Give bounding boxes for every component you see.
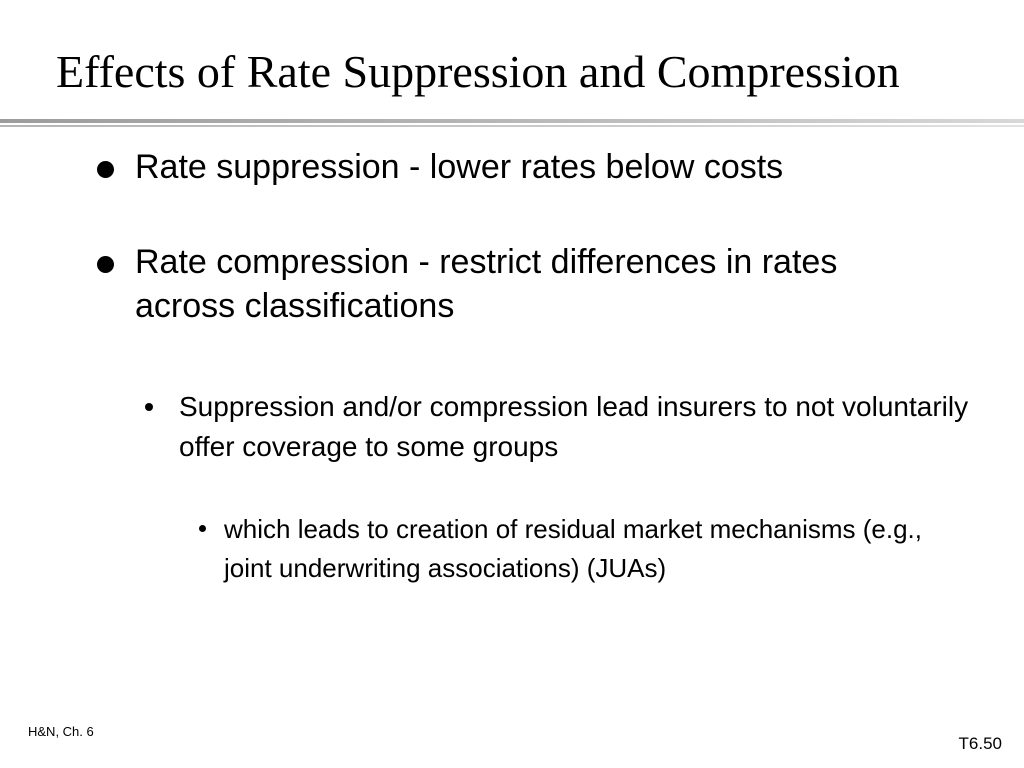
bullet-dot-icon <box>97 256 114 273</box>
bullet-text: Rate compression - restrict differences in rates across classifications <box>135 243 838 325</box>
bullet-dot-icon <box>97 161 114 178</box>
bullet-text: Suppression and/or compression lead insurers to not voluntarily offer coverage to some groups <box>179 391 969 462</box>
bullet-dot-icon <box>145 403 153 411</box>
bullet-text: which leads to creation of residual market mechanisms (e.g., joint underwriting associations) (JUAs) <box>224 514 922 583</box>
bullet-dot-icon <box>199 525 206 532</box>
slide-number: T6.50 <box>958 734 1002 753</box>
title-divider-thick <box>0 119 1024 123</box>
bullet-rate-suppression <box>135 145 935 189</box>
slide-title: Effects of Rate Suppression and Compression <box>56 46 900 97</box>
sub-bullet-insurers <box>179 387 969 467</box>
title-divider-thin <box>0 125 1024 127</box>
bullet-rate-compression <box>135 240 935 328</box>
bullet-text: Rate suppression - lower rates below costs <box>135 148 784 186</box>
sub-sub-bullet-residual-market <box>224 510 964 588</box>
footer-source: H&N, Ch. 6 <box>28 724 94 739</box>
